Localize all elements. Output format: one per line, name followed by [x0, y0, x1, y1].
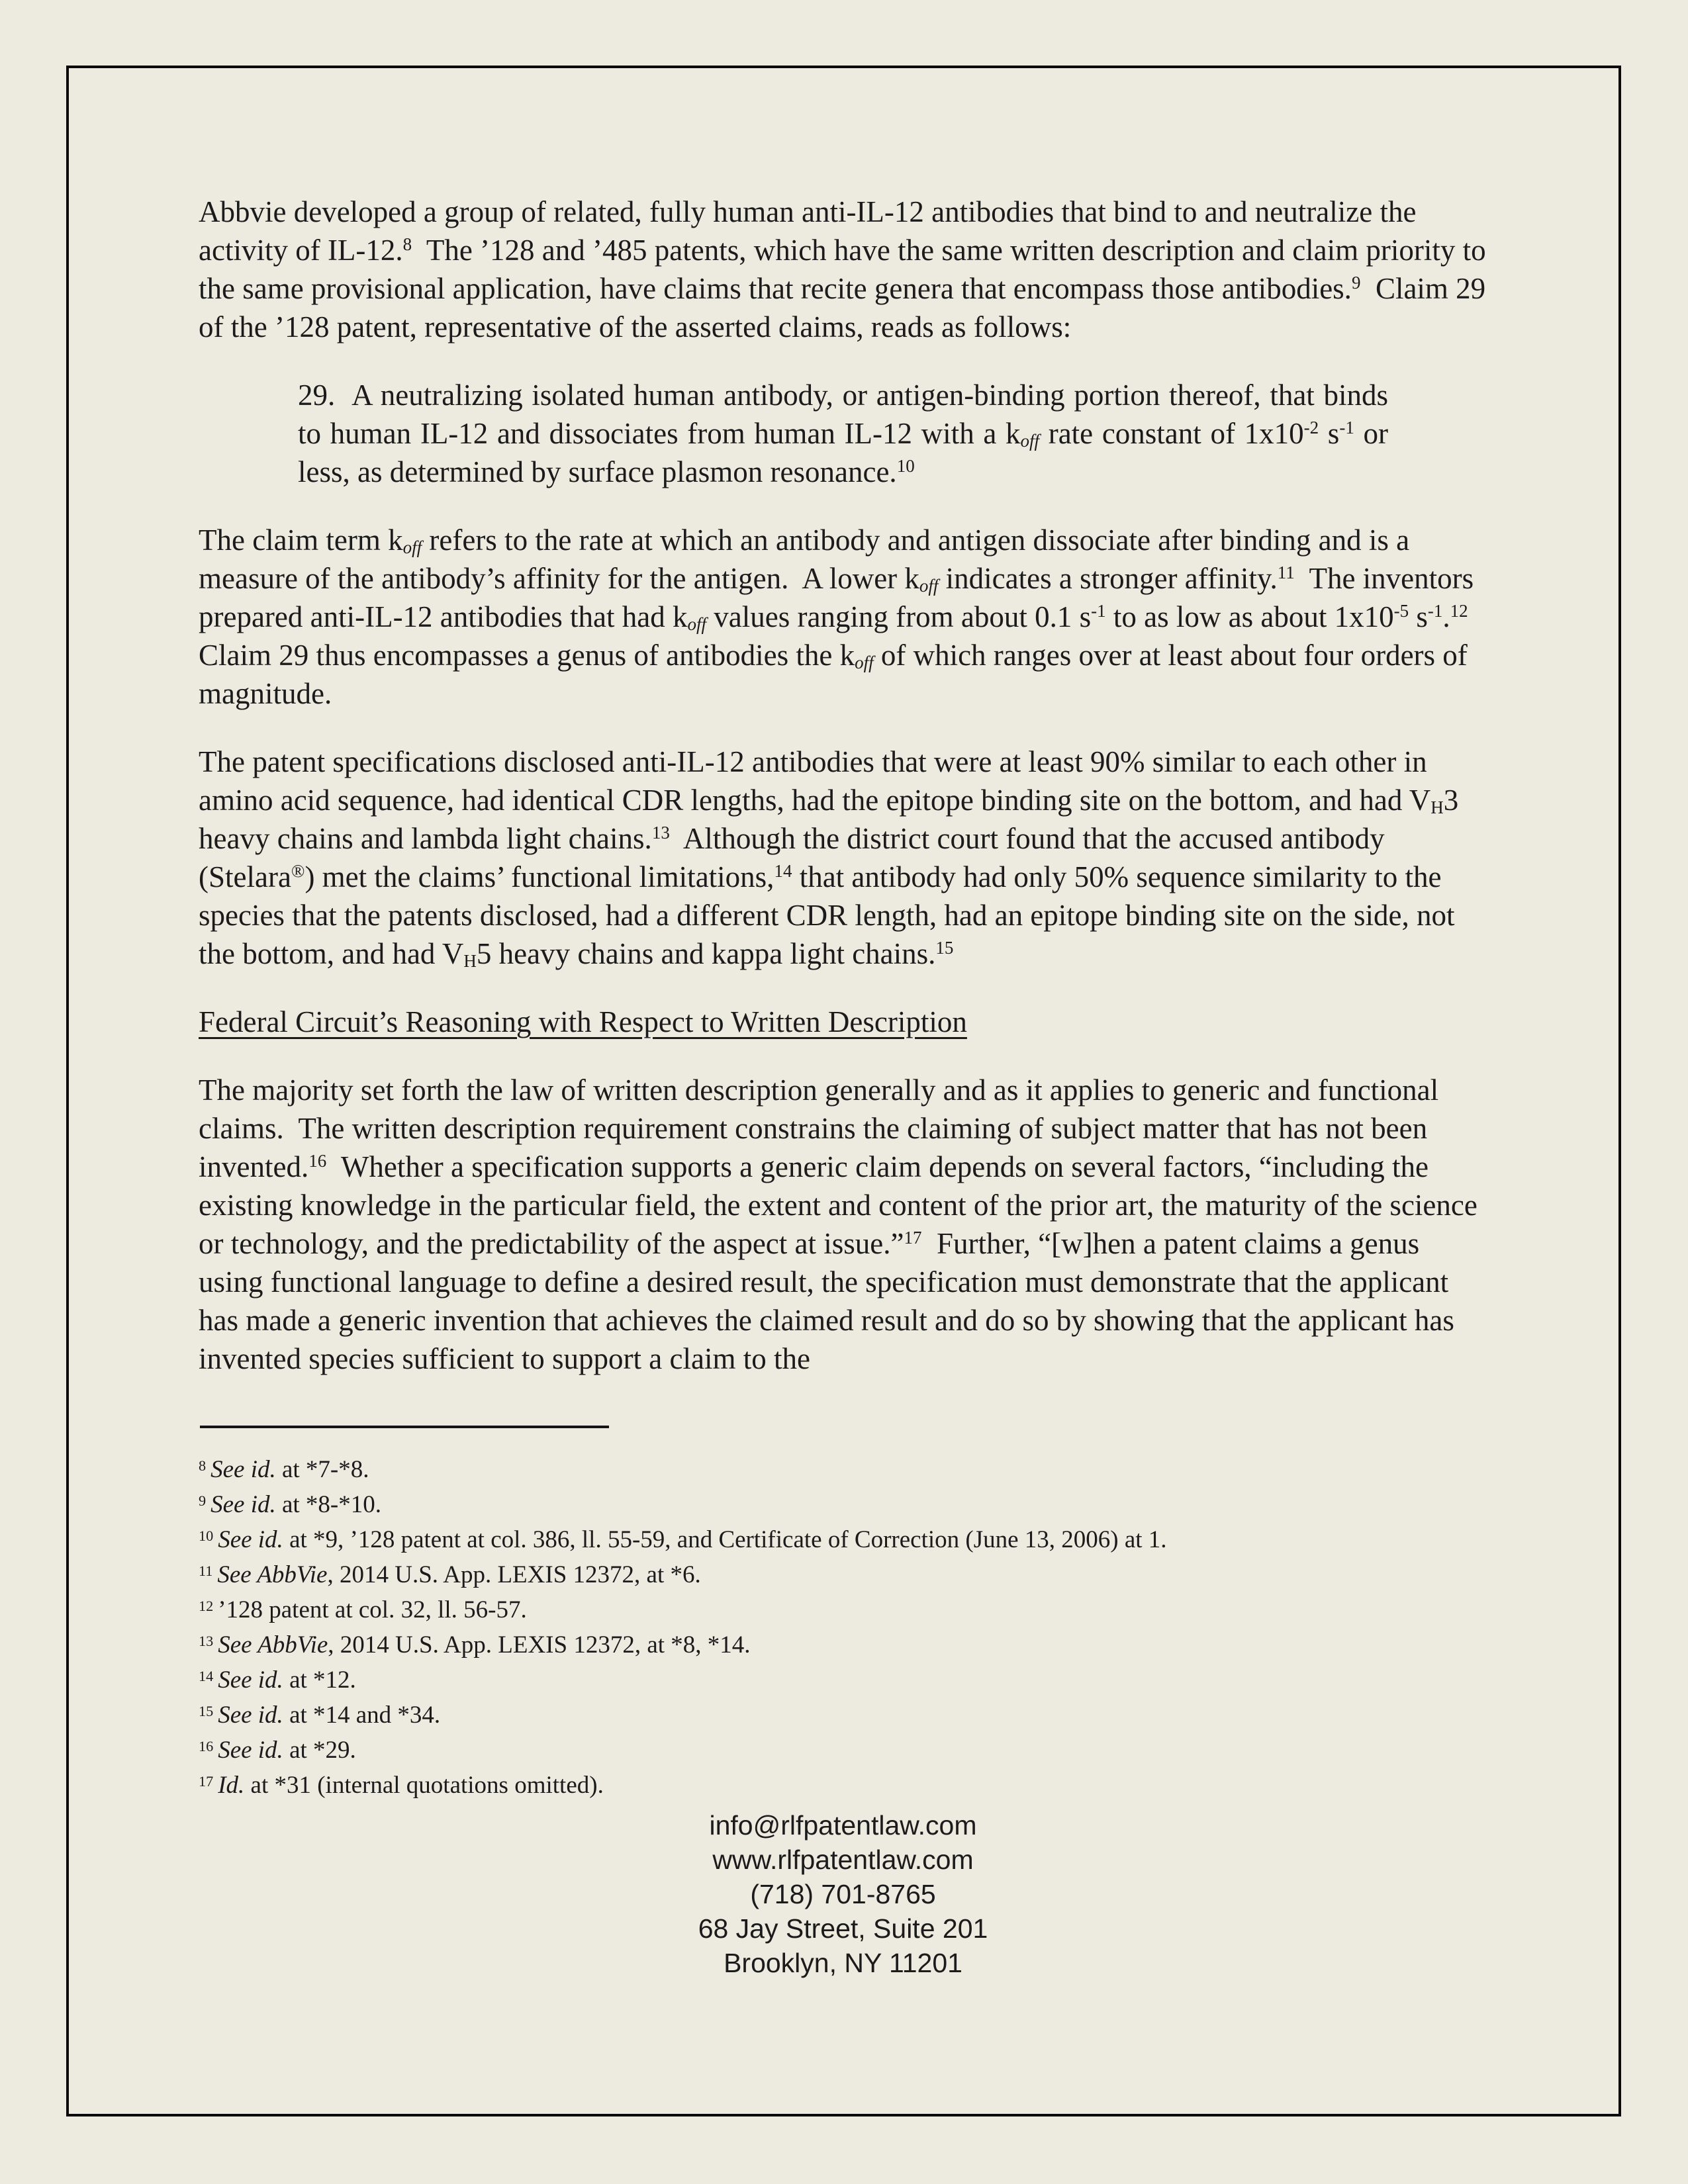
paragraph-patent-specifications: The patent specifications disclosed anti-IL-12 antibodies that were at least 90% similar to each other in amino acid sequence, had identical CDR lengths, had the epitope binding site on the bottom, and had $V_H3$ heavy chains and lambda light chains.$^{13}$ Although the district court found that the accused antibody (Stelara®) met the claims’ functional limitations,$^{14}$ that antibody had only 50% sequence similarity to the species that the patents disclosed, had a different CDR length, had an epitope binding site on the side, not the bottom, and had $V_H5$ heavy chains and kappa light chains.$^{15}$ — [199, 745, 1466, 971]
footer-city-state-zip: Brooklyn, NY 11201 — [724, 1948, 962, 1978]
footnote-number: 15 — [199, 1703, 214, 1720]
footnote-12 — [199, 1592, 1487, 1627]
footnote-text: See id. at *29. — [218, 1737, 356, 1764]
footnote-number: 10 — [199, 1527, 214, 1545]
contact-footer — [199, 1808, 1487, 1980]
footnote-number: 11 — [199, 1563, 213, 1580]
footnote-separator-rule — [200, 1426, 609, 1428]
footer-website: www.rlfpatentlaw.com — [712, 1844, 974, 1875]
footnote-text: See id. at *8-*10. — [211, 1491, 381, 1518]
page-content — [69, 68, 1618, 2114]
footnote-text: See AbbVie, 2014 U.S. App. LEXIS 12372, at *8, *14. — [218, 1631, 751, 1659]
footnote-number: 17 — [199, 1773, 214, 1790]
footnote-17 — [199, 1768, 1487, 1803]
footer-phone: (718) 701-8765 — [750, 1879, 936, 1909]
footnote-number: 12 — [199, 1598, 214, 1615]
footnote-11 — [199, 1557, 1487, 1592]
paragraph-koff-definition: The claim term $k_{off}$ refers to the rate at which an antibody and antigen dissociate after binding and is a measure of the antibody’s affinity for the antigen. A lower $k_{off}$ indicates a stronger affinity.$^{11}$ The inventors prepared anti-IL-12 antibodies that had $k_{off}$ values ranging from about 0.1 $s^{-1}$ to as low as about $1x10^{-5}$ $s^{-1}.^{12}$ Claim 29 thus encompasses a genus of antibodies the $k_{off}$ of which ranges over at least about four orders of magnitude. — [199, 523, 1483, 710]
footnote-9 — [199, 1487, 1487, 1522]
footnote-number: 13 — [199, 1633, 214, 1650]
footnote-8 — [199, 1452, 1487, 1487]
footnote-text: See id. at *12. — [218, 1666, 356, 1694]
footnote-text: ’128 patent at col. 32, ll. 56-57. — [218, 1596, 527, 1623]
footnote-number: 9 — [199, 1492, 207, 1510]
footnote-10 — [199, 1522, 1487, 1557]
paragraph-intro-abbvie: Abbvie developed a group of related, fully human anti-IL-12 antibodies that bind to and neutralize the activity of IL-12.$^8$ The ’128 and ’485 patents, which have the same written description and claim priority to the same provisional application, have claims that recite genera that encompass those antibodies.$^9$ Claim 29 of the ’128 patent, representative of the asserted claims, reads as follows: — [199, 195, 1493, 343]
footnote-number: 16 — [199, 1738, 214, 1755]
footnotes-section — [199, 1452, 1487, 1803]
page-border — [66, 66, 1621, 2116]
footnote-number: 14 — [199, 1668, 214, 1685]
footnote-text: Id. at *31 (internal quotations omitted). — [218, 1772, 604, 1799]
footnote-number: 8 — [199, 1457, 207, 1475]
footer-street-address: 68 Jay Street, Suite 201 — [698, 1913, 988, 1944]
footnote-text: See id. at *9, ’128 patent at col. 386, ll. 55-59, and Certificate of Correction (June 13, 2006) at 1. — [218, 1526, 1167, 1553]
block-quote-claim-29: 29. A neutralizing isolated human antibody, or antigen-binding portion thereof, that binds to human IL-12 and dissociates from human IL-12 with a $k_{off}$ rate constant of $1x10^{-2}$ $s^{-1}$ or less, as determined by surface plasmon resonance.$^{10}$ — [298, 379, 1396, 488]
footnote-text: See id. at *7-*8. — [211, 1456, 369, 1483]
footnote-16 — [199, 1733, 1487, 1768]
footnote-15 — [199, 1698, 1487, 1733]
footnote-14 — [199, 1662, 1487, 1698]
footnote-text: See id. at *14 and *34. — [218, 1702, 441, 1729]
footnote-13 — [199, 1627, 1487, 1662]
paragraph-written-description-law: The majority set forth the law of written description generally and as it applies to generic and functional claims. The written description requirement constrains the claiming of subject matter that has not been invented.$^{16}$ Whether a specification supports a generic claim depends on several factors, “including the existing knowledge in the particular field, the extent and content of the prior art, the maturity of the science or technology, and the predictability of the aspect at issue.”$^{17}$ Further, “[w]hen a patent claims a genus using functional language to define a desired result, the specification must demonstrate that the applicant has made a generic invention that achieves the claimed result and do so by showing that the applicant has invented species sufficient to support a claim to the — [199, 1073, 1485, 1375]
section-heading-federal-circuit-reasoning: Federal Circuit’s Reasoning with Respect to Written Description — [199, 1005, 967, 1038]
footer-email: info@rlfpatentlaw.com — [709, 1810, 977, 1841]
footnote-text: See AbbVie, 2014 U.S. App. LEXIS 12372, at *6. — [217, 1561, 701, 1588]
